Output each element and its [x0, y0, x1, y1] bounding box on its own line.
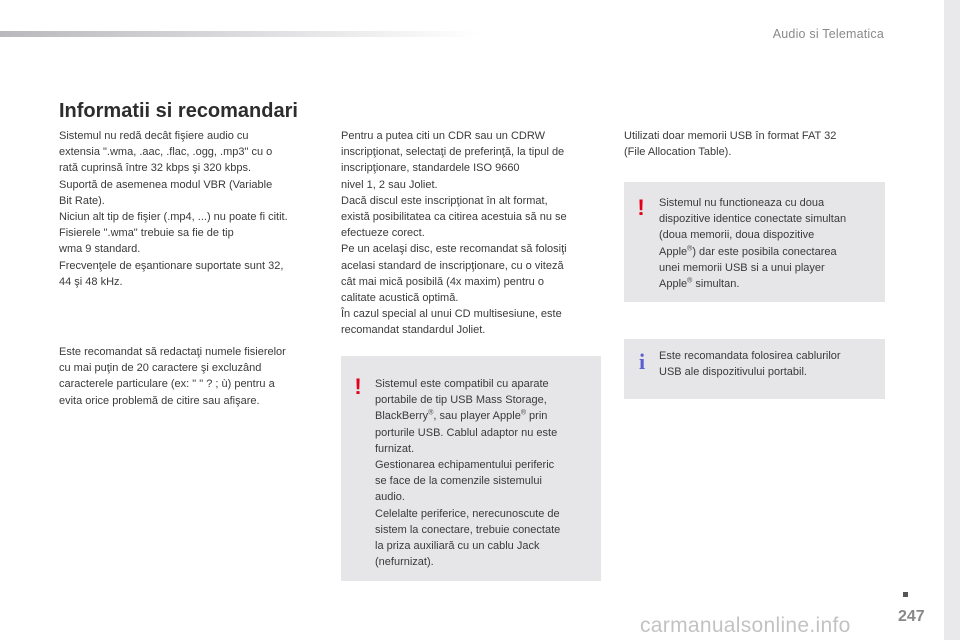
text-line: 44 şi 48 kHz.: [59, 275, 123, 288]
text-line: nivel 1, 2 sau Joliet.: [341, 178, 438, 191]
warning-text: [375, 376, 597, 570]
page-marker: [903, 592, 908, 597]
text-line: Frecvenţele de eşantionare suportate sunt 32,: [59, 259, 284, 272]
text-line: porturile USB. Cablul adaptor nu este: [375, 426, 558, 439]
text-line: la priza auxiliară cu un cablu Jack: [375, 540, 540, 553]
text-line: USB ale dispozitivului portabil.: [659, 366, 807, 379]
warning-box-usb-compatibility: [341, 356, 601, 581]
page-number: 247: [898, 608, 925, 625]
text-line: extensia ".wma, .aac, .flac, .ogg, .mp3" cu o: [59, 146, 273, 159]
text-line: cu mai puţin de 20 caractere şi excluzând: [59, 362, 262, 375]
info-box-usb-cables: [624, 339, 885, 399]
registered-mark: ®: [687, 277, 693, 285]
text-line: Celelalte periferice, nerecunoscute de: [375, 507, 560, 520]
text-fragment: ) dar este posibila conectarea: [692, 245, 837, 258]
text-line: caracterele particulare (ex: " " ? ; ù) pentru a: [59, 378, 275, 391]
text-line: se face de la comenzile sistemului: [375, 475, 542, 488]
text-line: dispozitive identice conectate simultan: [659, 213, 847, 226]
text-line: Sistemul nu redă decât fişiere audio cu: [59, 130, 249, 142]
col1-paragraph-filenames: [59, 344, 329, 409]
text-line: sistem la conectare, trebuie conectate: [375, 523, 561, 536]
text-line: Pentru a putea citi un CDR sau un CDRW: [341, 130, 545, 142]
text-line: În cazul special al unui CD multisesiune, este: [341, 308, 562, 321]
text-fragment: , sau player Apple: [433, 410, 521, 423]
text-line: wma 9 standard.: [59, 243, 141, 256]
text-line: Pe un acelaşi disc, este recomandat să folosiţi: [341, 243, 567, 256]
text-line: Gestionarea echipamentului periferic: [375, 459, 555, 472]
text-line: recomandat standardul Joliet.: [341, 324, 486, 337]
text-fragment: simultan.: [692, 278, 740, 291]
chapter-title: Audio si Telematica: [772, 27, 884, 41]
text-fragment: Apple: [659, 245, 688, 258]
text-line: evita orice problemă de citire sau afişare.: [59, 394, 260, 407]
text-line: Dacă discul este inscripţionat în alt format,: [341, 194, 548, 207]
page-edge-strip: [944, 0, 960, 640]
registered-mark: ®: [520, 409, 526, 417]
text-line: [375, 408, 597, 424]
registered-mark: ®: [428, 409, 434, 417]
col3-paragraph-fat32: [624, 128, 886, 160]
text-line: inscripţionare, standardele ISO 9660: [341, 162, 520, 175]
text-line: Utilizati doar memorii USB în format FAT 32: [624, 130, 837, 142]
text-line: acelasi standard de inscripţionare, cu o viteză: [341, 259, 564, 272]
warning-exclamation-icon: !: [354, 374, 362, 399]
text-line: Este recomandat să redactaţi numele fisierelor: [59, 346, 286, 358]
info-text: [659, 348, 881, 380]
col1-paragraph-formats: [59, 128, 329, 290]
text-line: unei memorii USB si a unui player: [659, 261, 825, 274]
text-line: cât mai mică posibilă (4x maxim) pentru o: [341, 275, 544, 288]
text-fragment: prin: [525, 410, 548, 423]
text-fragment: Apple: [659, 278, 688, 291]
text-line: (doua memorii, doua dispozitive: [659, 229, 815, 242]
col2-paragraph-cdr: [341, 128, 603, 339]
text-line: Este recomandata folosirea cablurilor: [659, 350, 841, 362]
registered-mark: ®: [687, 244, 693, 252]
text-line: (File Allocation Table).: [624, 146, 732, 159]
text-line: [659, 276, 881, 292]
text-line: [659, 244, 881, 260]
text-line: (nefurnizat).: [375, 556, 434, 569]
header-gradient-bar: [0, 31, 480, 37]
text-line: Sistemul nu functioneaza cu doua: [659, 197, 825, 209]
text-line: inscripţionat, selectaţi de preferinţă, la tipul de: [341, 146, 565, 159]
text-line: audio.: [375, 491, 405, 504]
text-line: Niciun alt tip de fişier (.mp4, ...) nu poate fi citit.: [59, 211, 288, 224]
text-fragment: BlackBerry: [375, 410, 429, 423]
text-line: calitate acustică optimă.: [341, 292, 459, 305]
warning-exclamation-icon: !: [637, 195, 645, 220]
text-line: portabile de tip USB Mass Storage,: [375, 394, 547, 407]
text-line: Sistemul este compatibil cu aparate: [375, 378, 549, 390]
warning-text: [659, 195, 881, 292]
warning-box-identical-devices: [624, 182, 885, 302]
text-line: există posibilitatea ca citirea acestuia să nu se: [341, 211, 567, 224]
text-line: Suportă de asemenea modul VBR (Variable: [59, 178, 273, 191]
text-line: Bit Rate).: [59, 194, 105, 207]
section-title: Informatii si recomandari: [59, 100, 298, 122]
text-line: efectueze corect.: [341, 227, 425, 240]
text-line: rată cuprinsă între 32 kbps şi 320 kbps.: [59, 162, 251, 175]
text-line: furnizat.: [375, 442, 415, 455]
watermark: carmanualsonline.info: [640, 614, 851, 637]
text-line: Fisierele ".wma" trebuie sa fie de tip: [59, 227, 234, 240]
info-icon: i: [638, 349, 646, 374]
